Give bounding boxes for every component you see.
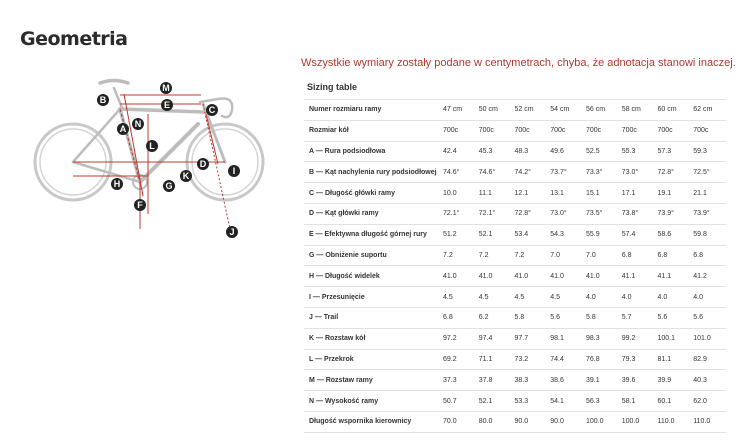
table-cell: 5.6 <box>547 307 583 328</box>
table-row <box>304 245 726 266</box>
table-cell: 90.0 <box>512 411 548 432</box>
table-cell: 700c <box>440 120 476 141</box>
table-cell: 74.4 <box>547 349 583 370</box>
diagram-label-l <box>146 140 158 152</box>
table-row <box>304 349 726 370</box>
row-label: C — Długość główki ramy <box>304 183 440 204</box>
diagram-label-m <box>160 82 172 94</box>
table-cell: 90.0 <box>547 411 583 432</box>
table-cell: 72.1° <box>476 203 512 224</box>
header-cell: 50 cm <box>476 100 512 121</box>
table-cell: 74.2° <box>512 162 548 183</box>
table-cell: 59.8 <box>690 224 726 245</box>
table-cell: 17.1 <box>619 183 655 204</box>
svg-text:D: D <box>199 159 207 169</box>
table-cell: 82.9 <box>690 349 726 370</box>
table-cell: 110.0 <box>690 411 726 432</box>
table-cell: 69.2 <box>440 349 476 370</box>
table-cell: 59.3 <box>690 141 726 162</box>
svg-text:H: H <box>113 179 121 189</box>
table-cell: 41.0 <box>440 266 476 287</box>
table-cell: 4.0 <box>690 287 726 308</box>
table-cell: 39.6 <box>619 370 655 391</box>
table-cell: 73.2 <box>512 349 548 370</box>
table-row <box>304 224 726 245</box>
diagram-label-i <box>228 165 240 177</box>
table-cell: 4.5 <box>440 287 476 308</box>
table-cell: 6.2 <box>476 307 512 328</box>
table-cell: 72.8° <box>512 203 548 224</box>
table-cell: 41.0 <box>583 266 619 287</box>
table-cell: 74.6° <box>440 162 476 183</box>
table-cell: 100.0 <box>619 411 655 432</box>
table-cell: 38.3 <box>512 370 548 391</box>
table-cell: 99.2 <box>619 328 655 349</box>
table-cell: 72.8° <box>655 162 691 183</box>
table-cell: 55.9 <box>583 224 619 245</box>
table-cell: 37.3 <box>440 370 476 391</box>
table-cell: 700c <box>476 120 512 141</box>
header-cell: 52 cm <box>512 100 548 121</box>
table-cell: 4.0 <box>583 287 619 308</box>
table-row <box>304 183 726 204</box>
table-cell: 73.0° <box>547 203 583 224</box>
table-cell: 40.3 <box>690 370 726 391</box>
table-cell: 41.1 <box>655 266 691 287</box>
diagram-label-a <box>117 123 129 135</box>
table-cell: 97.4 <box>476 328 512 349</box>
header-cell: 56 cm <box>583 100 619 121</box>
table-cell: 38.6 <box>547 370 583 391</box>
table-cell: 98.3 <box>583 328 619 349</box>
table-cell: 700c <box>583 120 619 141</box>
table-cell: 12.1 <box>512 183 548 204</box>
table-cell: 7.0 <box>583 245 619 266</box>
sizing-table-body <box>304 120 726 432</box>
table-cell: 45.3 <box>476 141 512 162</box>
table-cell: 700c <box>655 120 691 141</box>
table-cell: 700c <box>619 120 655 141</box>
table-cell: 62.0 <box>690 391 726 412</box>
row-label: I — Przesunięcie <box>304 287 440 308</box>
table-cell: 73.9° <box>655 203 691 224</box>
table-cell: 98.1 <box>547 328 583 349</box>
svg-text:F: F <box>137 200 143 210</box>
table-cell: 54.1 <box>547 391 583 412</box>
row-label: K — Rozstaw kół <box>304 328 440 349</box>
table-cell: 11.1 <box>476 183 512 204</box>
svg-text:K: K <box>182 171 190 181</box>
header-cell: 60 cm <box>655 100 691 121</box>
table-cell: 70.0 <box>440 411 476 432</box>
table-cell: 7.2 <box>440 245 476 266</box>
table-cell: 73.0° <box>619 162 655 183</box>
diagram-label-g <box>163 180 175 192</box>
svg-text:J: J <box>229 227 235 237</box>
table-cell: 51.2 <box>440 224 476 245</box>
table-cell: 100.1 <box>655 328 691 349</box>
table-cell: 4.5 <box>476 287 512 308</box>
table-cell: 7.2 <box>512 245 548 266</box>
table-cell: 15.1 <box>583 183 619 204</box>
table-cell: 73.3° <box>583 162 619 183</box>
table-row <box>304 328 726 349</box>
table-cell: 54.3 <box>547 224 583 245</box>
row-label: E — Efektywna długość górnej rury <box>304 224 440 245</box>
table-cell: 6.8 <box>440 307 476 328</box>
row-label: L — Przekrok <box>304 349 440 370</box>
table-cell: 7.2 <box>476 245 512 266</box>
table-cell: 10.0 <box>440 183 476 204</box>
table-cell: 79.3 <box>619 349 655 370</box>
table-cell: 5.7 <box>619 307 655 328</box>
svg-text:B: B <box>99 95 107 105</box>
table-cell: 57.4 <box>619 224 655 245</box>
header-cell: 58 cm <box>619 100 655 121</box>
table-row <box>304 120 726 141</box>
table-cell: 4.0 <box>655 287 691 308</box>
table-row <box>304 141 726 162</box>
page-title: Geometria <box>20 28 128 50</box>
table-cell: 6.8 <box>655 245 691 266</box>
table-cell: 13.1 <box>547 183 583 204</box>
table-row <box>304 307 726 328</box>
table-cell: 60.1 <box>655 391 691 412</box>
row-label: D — Kąt główki ramy <box>304 203 440 224</box>
table-cell: 37.8 <box>476 370 512 391</box>
table-cell: 6.8 <box>619 245 655 266</box>
table-row <box>304 266 726 287</box>
table-cell: 41.0 <box>547 266 583 287</box>
table-cell: 81.1 <box>655 349 691 370</box>
table-cell: 700c <box>547 120 583 141</box>
table-cell: 5.8 <box>583 307 619 328</box>
svg-text:G: G <box>165 181 173 191</box>
table-cell: 73.9° <box>690 203 726 224</box>
table-cell: 5.6 <box>655 307 691 328</box>
diagram-label-j <box>226 226 238 238</box>
diagram-label-f <box>134 199 146 211</box>
table-cell: 7.0 <box>547 245 583 266</box>
table-cell: 50.7 <box>440 391 476 412</box>
table-header-row <box>304 100 726 121</box>
table-cell: 73.8° <box>619 203 655 224</box>
table-cell: 41.0 <box>476 266 512 287</box>
table-row <box>304 370 726 391</box>
table-cell: 56.3 <box>583 391 619 412</box>
table-cell: 72.5° <box>690 162 726 183</box>
row-label: A — Rura podsiodłowa <box>304 141 440 162</box>
diagram-label-d <box>197 158 209 170</box>
table-cell: 4.5 <box>512 287 548 308</box>
svg-text:E: E <box>163 100 171 110</box>
table-cell: 41.0 <box>512 266 548 287</box>
table-cell: 6.8 <box>690 245 726 266</box>
diagram-label-e <box>161 99 173 111</box>
row-label: J — Trail <box>304 307 440 328</box>
table-cell: 74.6° <box>476 162 512 183</box>
table-cell: 52.5 <box>583 141 619 162</box>
row-label: N — Wysokość ramy <box>304 391 440 412</box>
table-cell: 101.0 <box>690 328 726 349</box>
table-cell: 700c <box>512 120 548 141</box>
sizing-table <box>304 99 726 433</box>
table-cell: 76.8 <box>583 349 619 370</box>
table-cell: 100.0 <box>583 411 619 432</box>
row-label: Długość wspornika kierownicy <box>304 411 440 432</box>
table-cell: 53.3 <box>512 391 548 412</box>
header-cell: 62 cm <box>690 100 726 121</box>
table-cell: 58.1 <box>619 391 655 412</box>
units-note: Wszystkie wymiary zostały podane w centymetrach, chyba, że adnotacja stanowi inaczej. <box>301 57 736 69</box>
header-cell: 54 cm <box>547 100 583 121</box>
table-cell: 52.1 <box>476 224 512 245</box>
row-label: G — Obniżenie suportu <box>304 245 440 266</box>
diagram-label-n <box>132 118 144 130</box>
table-cell: 57.3 <box>655 141 691 162</box>
table-cell: 55.3 <box>619 141 655 162</box>
table-cell: 5.8 <box>512 307 548 328</box>
table-row <box>304 411 726 432</box>
diagram-label-c <box>206 104 218 116</box>
row-label: Rozmiar kół <box>304 120 440 141</box>
table-cell: 39.1 <box>583 370 619 391</box>
table-cell: 42.4 <box>440 141 476 162</box>
row-label: M — Rozstaw ramy <box>304 370 440 391</box>
header-cell: Numer rozmiaru ramy <box>304 100 440 121</box>
svg-text:M: M <box>162 83 170 93</box>
diagram-label-b <box>97 94 109 106</box>
table-cell: 80.0 <box>476 411 512 432</box>
table-cell: 71.1 <box>476 349 512 370</box>
table-row <box>304 203 726 224</box>
bike-geometry-diagram <box>28 74 278 244</box>
table-cell: 41.2 <box>690 266 726 287</box>
table-cell: 73.7° <box>547 162 583 183</box>
table-row <box>304 162 726 183</box>
table-cell: 110.0 <box>655 411 691 432</box>
svg-text:I: I <box>232 166 236 176</box>
diagram-label-k <box>180 170 192 182</box>
table-cell: 4.0 <box>619 287 655 308</box>
table-cell: 39.9 <box>655 370 691 391</box>
table-cell: 19.1 <box>655 183 691 204</box>
table-cell: 53.4 <box>512 224 548 245</box>
sizing-table-title: Sizing table <box>307 82 358 92</box>
row-label: H — Długość widelek <box>304 266 440 287</box>
table-cell: 97.2 <box>440 328 476 349</box>
table-cell: 48.3 <box>512 141 548 162</box>
table-cell: 52.1 <box>476 391 512 412</box>
table-cell: 41.1 <box>619 266 655 287</box>
svg-text:N: N <box>134 119 142 129</box>
row-label: B — Kąt nachylenia rury podsiodłowej <box>304 162 440 183</box>
table-cell: 5.6 <box>690 307 726 328</box>
table-cell: 4.5 <box>547 287 583 308</box>
table-cell: 49.6 <box>547 141 583 162</box>
table-cell: 72.1° <box>440 203 476 224</box>
table-cell: 58.6 <box>655 224 691 245</box>
table-cell: 73.5° <box>583 203 619 224</box>
table-row <box>304 391 726 412</box>
diagram-label-h <box>111 178 123 190</box>
table-cell: 97.7 <box>512 328 548 349</box>
svg-text:L: L <box>149 141 155 151</box>
svg-text:A: A <box>119 124 127 134</box>
table-cell: 700c <box>690 120 726 141</box>
header-cell: 47 cm <box>440 100 476 121</box>
table-row <box>304 287 726 308</box>
svg-text:C: C <box>208 105 216 115</box>
table-cell: 21.1 <box>690 183 726 204</box>
